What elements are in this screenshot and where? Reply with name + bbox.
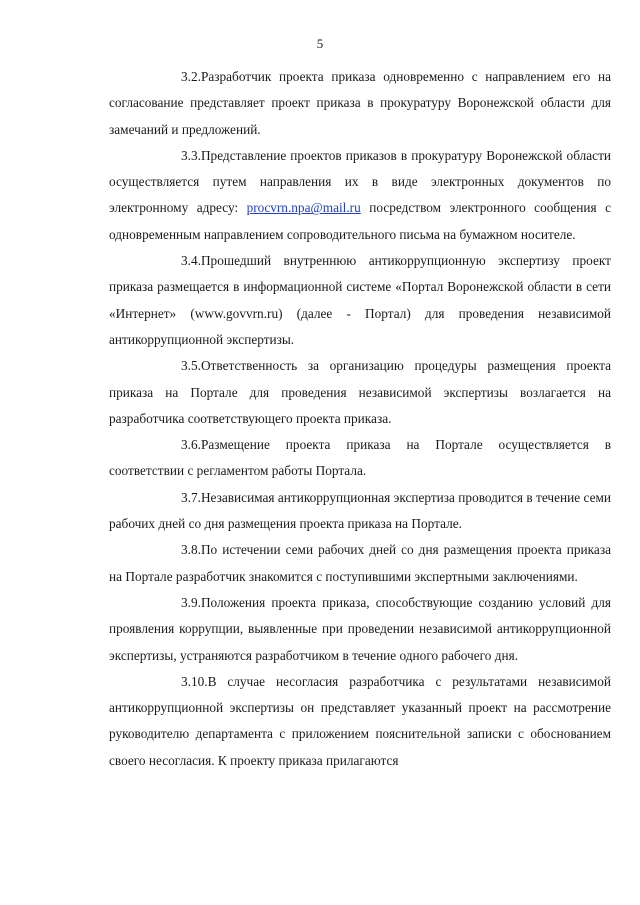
email-link[interactable]: procvrn.npa@mail.ru xyxy=(246,200,361,216)
paragraph-3-3 xyxy=(109,143,611,248)
paragraph-number: 3.5. xyxy=(181,358,201,374)
paragraph-text: Размещение проекта приказа на Портале осуществляется в соответствии с регламентом работы Портала. xyxy=(109,437,611,479)
paragraph-number: 3.8. xyxy=(181,542,201,558)
paragraph-3-2 xyxy=(109,64,611,143)
paragraph-text: Ответственность за организацию процедуры размещения проекта приказа на Портале для проведения независимой экспертизы возлагается на разработчика соответствующего проекта приказа. xyxy=(109,358,611,426)
paragraph-3-8 xyxy=(109,537,611,590)
paragraph-number: 3.2. xyxy=(181,69,201,84)
paragraph-number: 3.10. xyxy=(181,673,208,689)
paragraph-number: 3.6. xyxy=(181,437,201,453)
paragraph-text: В случае несогласия разработчика с результатами независимой антикоррупционной экспертизы он представляет указанный проект на рассмотрение руководителю департамента с приложением пояснительной записки с обоснованием своего несогласия. К проекту приказа прилагаются xyxy=(109,673,611,768)
paragraph-text: Прошедший внутреннюю антикоррупционную экспертизу проект приказа размещается в информационной системе «Портал Воронежской области в сети «Интернет» (www.govvrn.ru) (далее - Портал) для проведения независимой антикоррупционной экспертизы. xyxy=(109,253,611,347)
paragraph-3-7 xyxy=(109,485,611,538)
paragraph-number: 3.3. xyxy=(181,147,201,163)
paragraph-number: 3.4. xyxy=(181,253,201,269)
paragraph-text: Представление проектов приказов в прокуратуру Воронежской области осуществляется путем направления их в виде электронных документов по электронному адресу: xyxy=(109,147,611,216)
paragraph-text: По истечении семи рабочих дней со дня размещения проекта приказа на Портале разработчик знакомится с поступившими экспертными заключениями. xyxy=(109,542,611,584)
paragraph-text: Положения проекта приказа, способствующие созданию условий для проявления коррупции, выявленные при проведении независимой антикоррупционной экспертизы, устраняются разработчиком в течение одного рабочего дня. xyxy=(109,594,611,663)
paragraph-number: 3.7. xyxy=(181,489,201,505)
paragraph-text: Разработчик проекта приказа одновременно с направлением его на согласование представляет проект приказа в прокуратуру Воронежской области для замечаний и предложений. xyxy=(109,69,611,137)
paragraph-3-10 xyxy=(109,669,611,774)
paragraph-3-9 xyxy=(109,590,611,669)
page-number: 5 xyxy=(316,36,324,51)
paragraph-text: посредством электронного сообщения с одновременным направлением сопроводительного письма на бумажном носителе. xyxy=(109,200,611,242)
document-body xyxy=(109,64,611,774)
paragraph-text: Независимая антикоррупционная экспертиза проводится в течение семи рабочих дней со дня размещения проекта приказа на Портале. xyxy=(109,489,611,532)
paragraph-3-6 xyxy=(109,432,611,485)
paragraph-3-4 xyxy=(109,248,611,353)
paragraph-3-5 xyxy=(109,353,611,432)
paragraph-number: 3.9. xyxy=(181,594,201,610)
